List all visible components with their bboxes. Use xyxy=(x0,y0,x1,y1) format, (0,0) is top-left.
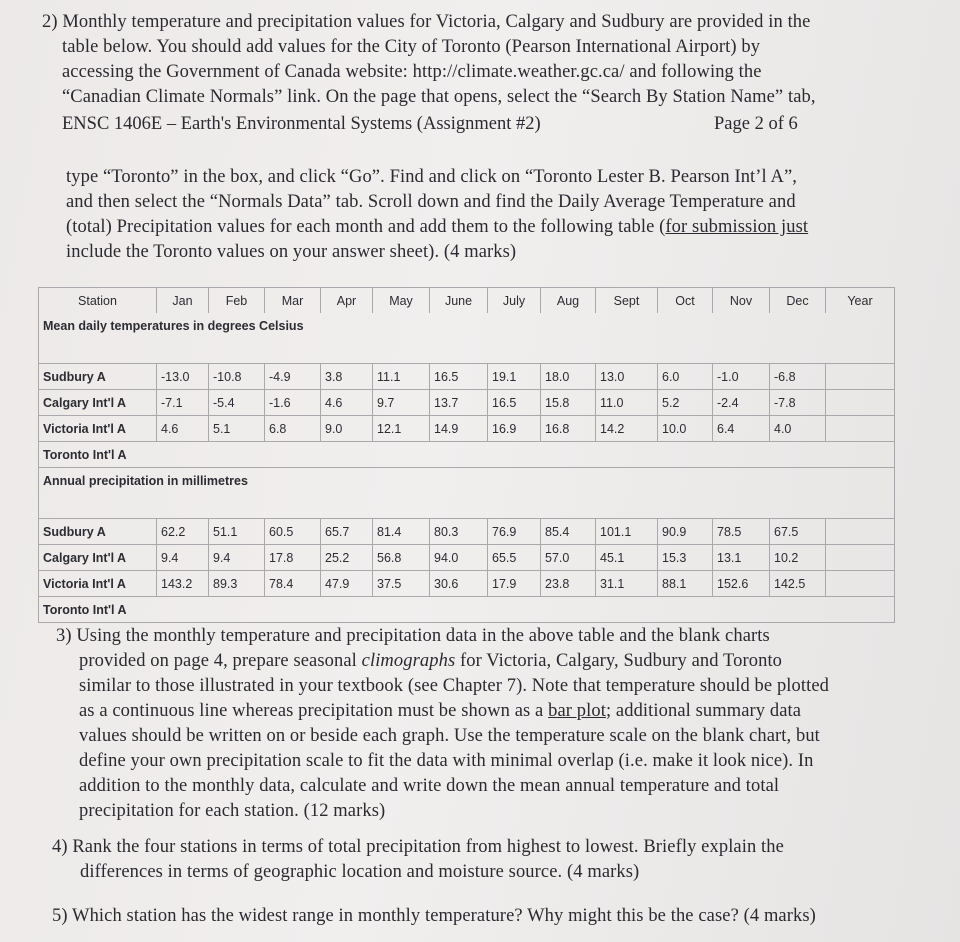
column-header: Sept xyxy=(596,288,658,314)
station-cell: Victoria Int'l A xyxy=(39,571,157,597)
q3-line: 3) Using the monthly temperature and precipitation data in the above table and the blank charts xyxy=(56,626,770,646)
column-header: June xyxy=(430,288,488,314)
value-cell: 12.1 xyxy=(373,416,430,442)
value-cell: 6.0 xyxy=(658,364,713,390)
value-cell: 13.7 xyxy=(430,390,488,416)
table-row xyxy=(39,571,895,597)
value-cell: -4.9 xyxy=(265,364,321,390)
value-cell: 5.2 xyxy=(658,390,713,416)
toronto-entry-row[interactable]: Toronto Int'l A xyxy=(39,597,895,623)
value-cell: 25.2 xyxy=(321,545,373,571)
year-cell[interactable] xyxy=(826,416,895,442)
value-cell: 9.4 xyxy=(157,545,209,571)
value-cell: 80.3 xyxy=(430,519,488,545)
table-header-row xyxy=(39,288,895,314)
value-cell: 9.0 xyxy=(321,416,373,442)
q3-line: similar to those illustrated in your textbook (see Chapter 7). Note that temperature should be plotted xyxy=(79,676,830,696)
value-cell: -10.8 xyxy=(209,364,265,390)
q4-line: 4) Rank the four stations in terms of total precipitation from highest to lowest. Briefly explain the xyxy=(52,837,784,857)
q3-text: ; additional summary data xyxy=(605,701,802,721)
blank-cell xyxy=(39,493,895,519)
value-cell: 47.9 xyxy=(321,571,373,597)
section-title-row xyxy=(39,313,895,338)
value-cell: 57.0 xyxy=(541,545,596,571)
value-cell: 18.0 xyxy=(541,364,596,390)
year-cell[interactable] xyxy=(826,519,895,545)
value-cell: 11.0 xyxy=(596,390,658,416)
q2-line: include the Toronto values on your answer sheet). (4 marks) xyxy=(66,242,517,262)
value-cell: 3.8 xyxy=(321,364,373,390)
value-cell: 30.6 xyxy=(430,571,488,597)
q3-line xyxy=(56,699,829,724)
value-cell: 143.2 xyxy=(157,571,209,597)
value-cell: 37.5 xyxy=(373,571,430,597)
year-cell[interactable] xyxy=(826,571,895,597)
section-title-row xyxy=(39,468,895,494)
value-cell: 4.6 xyxy=(157,416,209,442)
value-cell: 81.4 xyxy=(373,519,430,545)
value-cell: 67.5 xyxy=(770,519,826,545)
year-cell[interactable] xyxy=(826,364,895,390)
value-cell: 10.2 xyxy=(770,545,826,571)
table-row xyxy=(39,364,895,390)
value-cell: 60.5 xyxy=(265,519,321,545)
value-cell: 16.5 xyxy=(488,390,541,416)
station-cell: Calgary Int'l A xyxy=(39,545,157,571)
column-header: Mar xyxy=(265,288,321,314)
value-cell: 15.8 xyxy=(541,390,596,416)
question-2-continuation xyxy=(66,165,808,265)
q2-line: “Canadian Climate Normals” link. On the page that opens, select the “Search By Station Name” tab, xyxy=(62,87,816,107)
value-cell: -1.6 xyxy=(265,390,321,416)
value-cell: 101.1 xyxy=(596,519,658,545)
q5-line: 5) Which station has the widest range in monthly temperature? Why might this be the case? (4 marks) xyxy=(52,906,816,926)
value-cell: 65.5 xyxy=(488,545,541,571)
q3-text: as a continuous line whereas precipitation must be shown as a xyxy=(79,701,549,721)
blank-row xyxy=(39,493,895,519)
value-cell: 13.0 xyxy=(596,364,658,390)
q2-text: (total) Precipitation values for each month and add them to the following table ( xyxy=(66,217,666,237)
column-header: Oct xyxy=(658,288,713,314)
column-header: Feb xyxy=(209,288,265,314)
q3-line: precipitation for each station. (12 marks) xyxy=(79,801,386,821)
page-number: Page 2 of 6 xyxy=(714,114,798,134)
value-cell: 11.1 xyxy=(373,364,430,390)
value-cell: 62.2 xyxy=(157,519,209,545)
column-header: Nov xyxy=(713,288,770,314)
column-header: Jan xyxy=(157,288,209,314)
q3-line: values should be written on or beside each graph. Use the temperature scale on the blank chart, but xyxy=(79,726,820,746)
value-cell: 23.8 xyxy=(541,571,596,597)
value-cell: 15.3 xyxy=(658,545,713,571)
q2-line: 2) Monthly temperature and precipitation values for Victoria, Calgary and Sudbury are provided in the xyxy=(42,12,811,32)
blank-row xyxy=(39,338,895,364)
value-cell: 6.8 xyxy=(265,416,321,442)
q2-line: table below. You should add values for the City of Toronto (Pearson International Airport) by xyxy=(62,37,761,57)
value-cell: 78.5 xyxy=(713,519,770,545)
value-cell: 45.1 xyxy=(596,545,658,571)
value-cell: 31.1 xyxy=(596,571,658,597)
question-2 xyxy=(42,10,816,110)
value-cell: 65.7 xyxy=(321,519,373,545)
table-row xyxy=(39,442,895,468)
q3-underlined-text: bar plot xyxy=(548,701,606,721)
value-cell: 16.8 xyxy=(541,416,596,442)
value-cell: -2.4 xyxy=(713,390,770,416)
value-cell: 78.4 xyxy=(265,571,321,597)
column-header: Apr xyxy=(321,288,373,314)
value-cell: 16.5 xyxy=(430,364,488,390)
table-row xyxy=(39,416,895,442)
question-3 xyxy=(56,624,829,824)
value-cell: 19.1 xyxy=(488,364,541,390)
column-header: Station xyxy=(39,288,157,314)
year-cell[interactable] xyxy=(826,390,895,416)
value-cell: 17.8 xyxy=(265,545,321,571)
value-cell: 89.3 xyxy=(209,571,265,597)
question-5 xyxy=(52,904,816,929)
value-cell: 13.1 xyxy=(713,545,770,571)
q3-text: provided on page 4, prepare seasonal xyxy=(79,651,362,671)
q3-text: for Victoria, Calgary, Sudbury and Toronto xyxy=(455,651,783,671)
value-cell: -7.8 xyxy=(770,390,826,416)
q2-line xyxy=(66,215,808,240)
value-cell: -13.0 xyxy=(157,364,209,390)
table-row xyxy=(39,545,895,571)
column-header: Dec xyxy=(770,288,826,314)
station-cell: Sudbury A xyxy=(39,364,157,390)
table-row xyxy=(39,597,895,623)
question-4 xyxy=(52,835,784,885)
value-cell: -6.8 xyxy=(770,364,826,390)
value-cell: 85.4 xyxy=(541,519,596,545)
value-cell: 16.9 xyxy=(488,416,541,442)
value-cell: -1.0 xyxy=(713,364,770,390)
q3-italic-text: climographs xyxy=(361,651,456,671)
column-header: Aug xyxy=(541,288,596,314)
value-cell: 9.4 xyxy=(209,545,265,571)
station-cell: Calgary Int'l A xyxy=(39,390,157,416)
value-cell: 9.7 xyxy=(373,390,430,416)
table-row xyxy=(39,390,895,416)
section-title: Annual precipitation in millimetres xyxy=(39,468,895,494)
value-cell: 10.0 xyxy=(658,416,713,442)
value-cell: 56.8 xyxy=(373,545,430,571)
year-cell[interactable] xyxy=(826,545,895,571)
toronto-entry-row[interactable]: Toronto Int'l A xyxy=(39,442,895,468)
q2-underlined-text: for submission just xyxy=(665,217,809,237)
value-cell: 51.1 xyxy=(209,519,265,545)
section-title: Mean daily temperatures in degrees Celsius xyxy=(39,313,895,338)
value-cell: 88.1 xyxy=(658,571,713,597)
station-cell: Sudbury A xyxy=(39,519,157,545)
value-cell: 17.9 xyxy=(488,571,541,597)
value-cell: 142.5 xyxy=(770,571,826,597)
value-cell: 5.1 xyxy=(209,416,265,442)
q2-line: type “Toronto” in the box, and click “Go”. Find and click on “Toronto Lester B. Pearson Int’l A”, xyxy=(66,167,797,187)
table-row xyxy=(39,519,895,545)
column-header: Year xyxy=(826,288,895,314)
q2-line: and then select the “Normals Data” tab. Scroll down and find the Daily Average Temperature and xyxy=(66,192,796,212)
q3-line: define your own precipitation scale to fit the data with minimal overlap (i.e. make it look nice). In xyxy=(79,751,814,771)
q3-line xyxy=(56,649,829,674)
value-cell: 4.6 xyxy=(321,390,373,416)
value-cell: 6.4 xyxy=(713,416,770,442)
value-cell: 90.9 xyxy=(658,519,713,545)
value-cell: 76.9 xyxy=(488,519,541,545)
value-cell: 14.9 xyxy=(430,416,488,442)
value-cell: 14.2 xyxy=(596,416,658,442)
q3-line: addition to the monthly data, calculate and write down the mean annual temperature and total xyxy=(79,776,780,796)
climate-table xyxy=(38,287,895,623)
q2-line: accessing the Government of Canada website: http://climate.weather.gc.ca/ and following the xyxy=(62,62,762,82)
course-header: ENSC 1406E – Earth's Environmental Systems (Assignment #2) xyxy=(62,114,541,134)
value-cell: 152.6 xyxy=(713,571,770,597)
column-header: July xyxy=(488,288,541,314)
station-cell: Victoria Int'l A xyxy=(39,416,157,442)
column-header: May xyxy=(373,288,430,314)
q4-line: differences in terms of geographic location and moisture source. (4 marks) xyxy=(80,862,640,882)
value-cell: -7.1 xyxy=(157,390,209,416)
value-cell: 94.0 xyxy=(430,545,488,571)
value-cell: -5.4 xyxy=(209,390,265,416)
blank-cell xyxy=(39,338,895,364)
value-cell: 4.0 xyxy=(770,416,826,442)
